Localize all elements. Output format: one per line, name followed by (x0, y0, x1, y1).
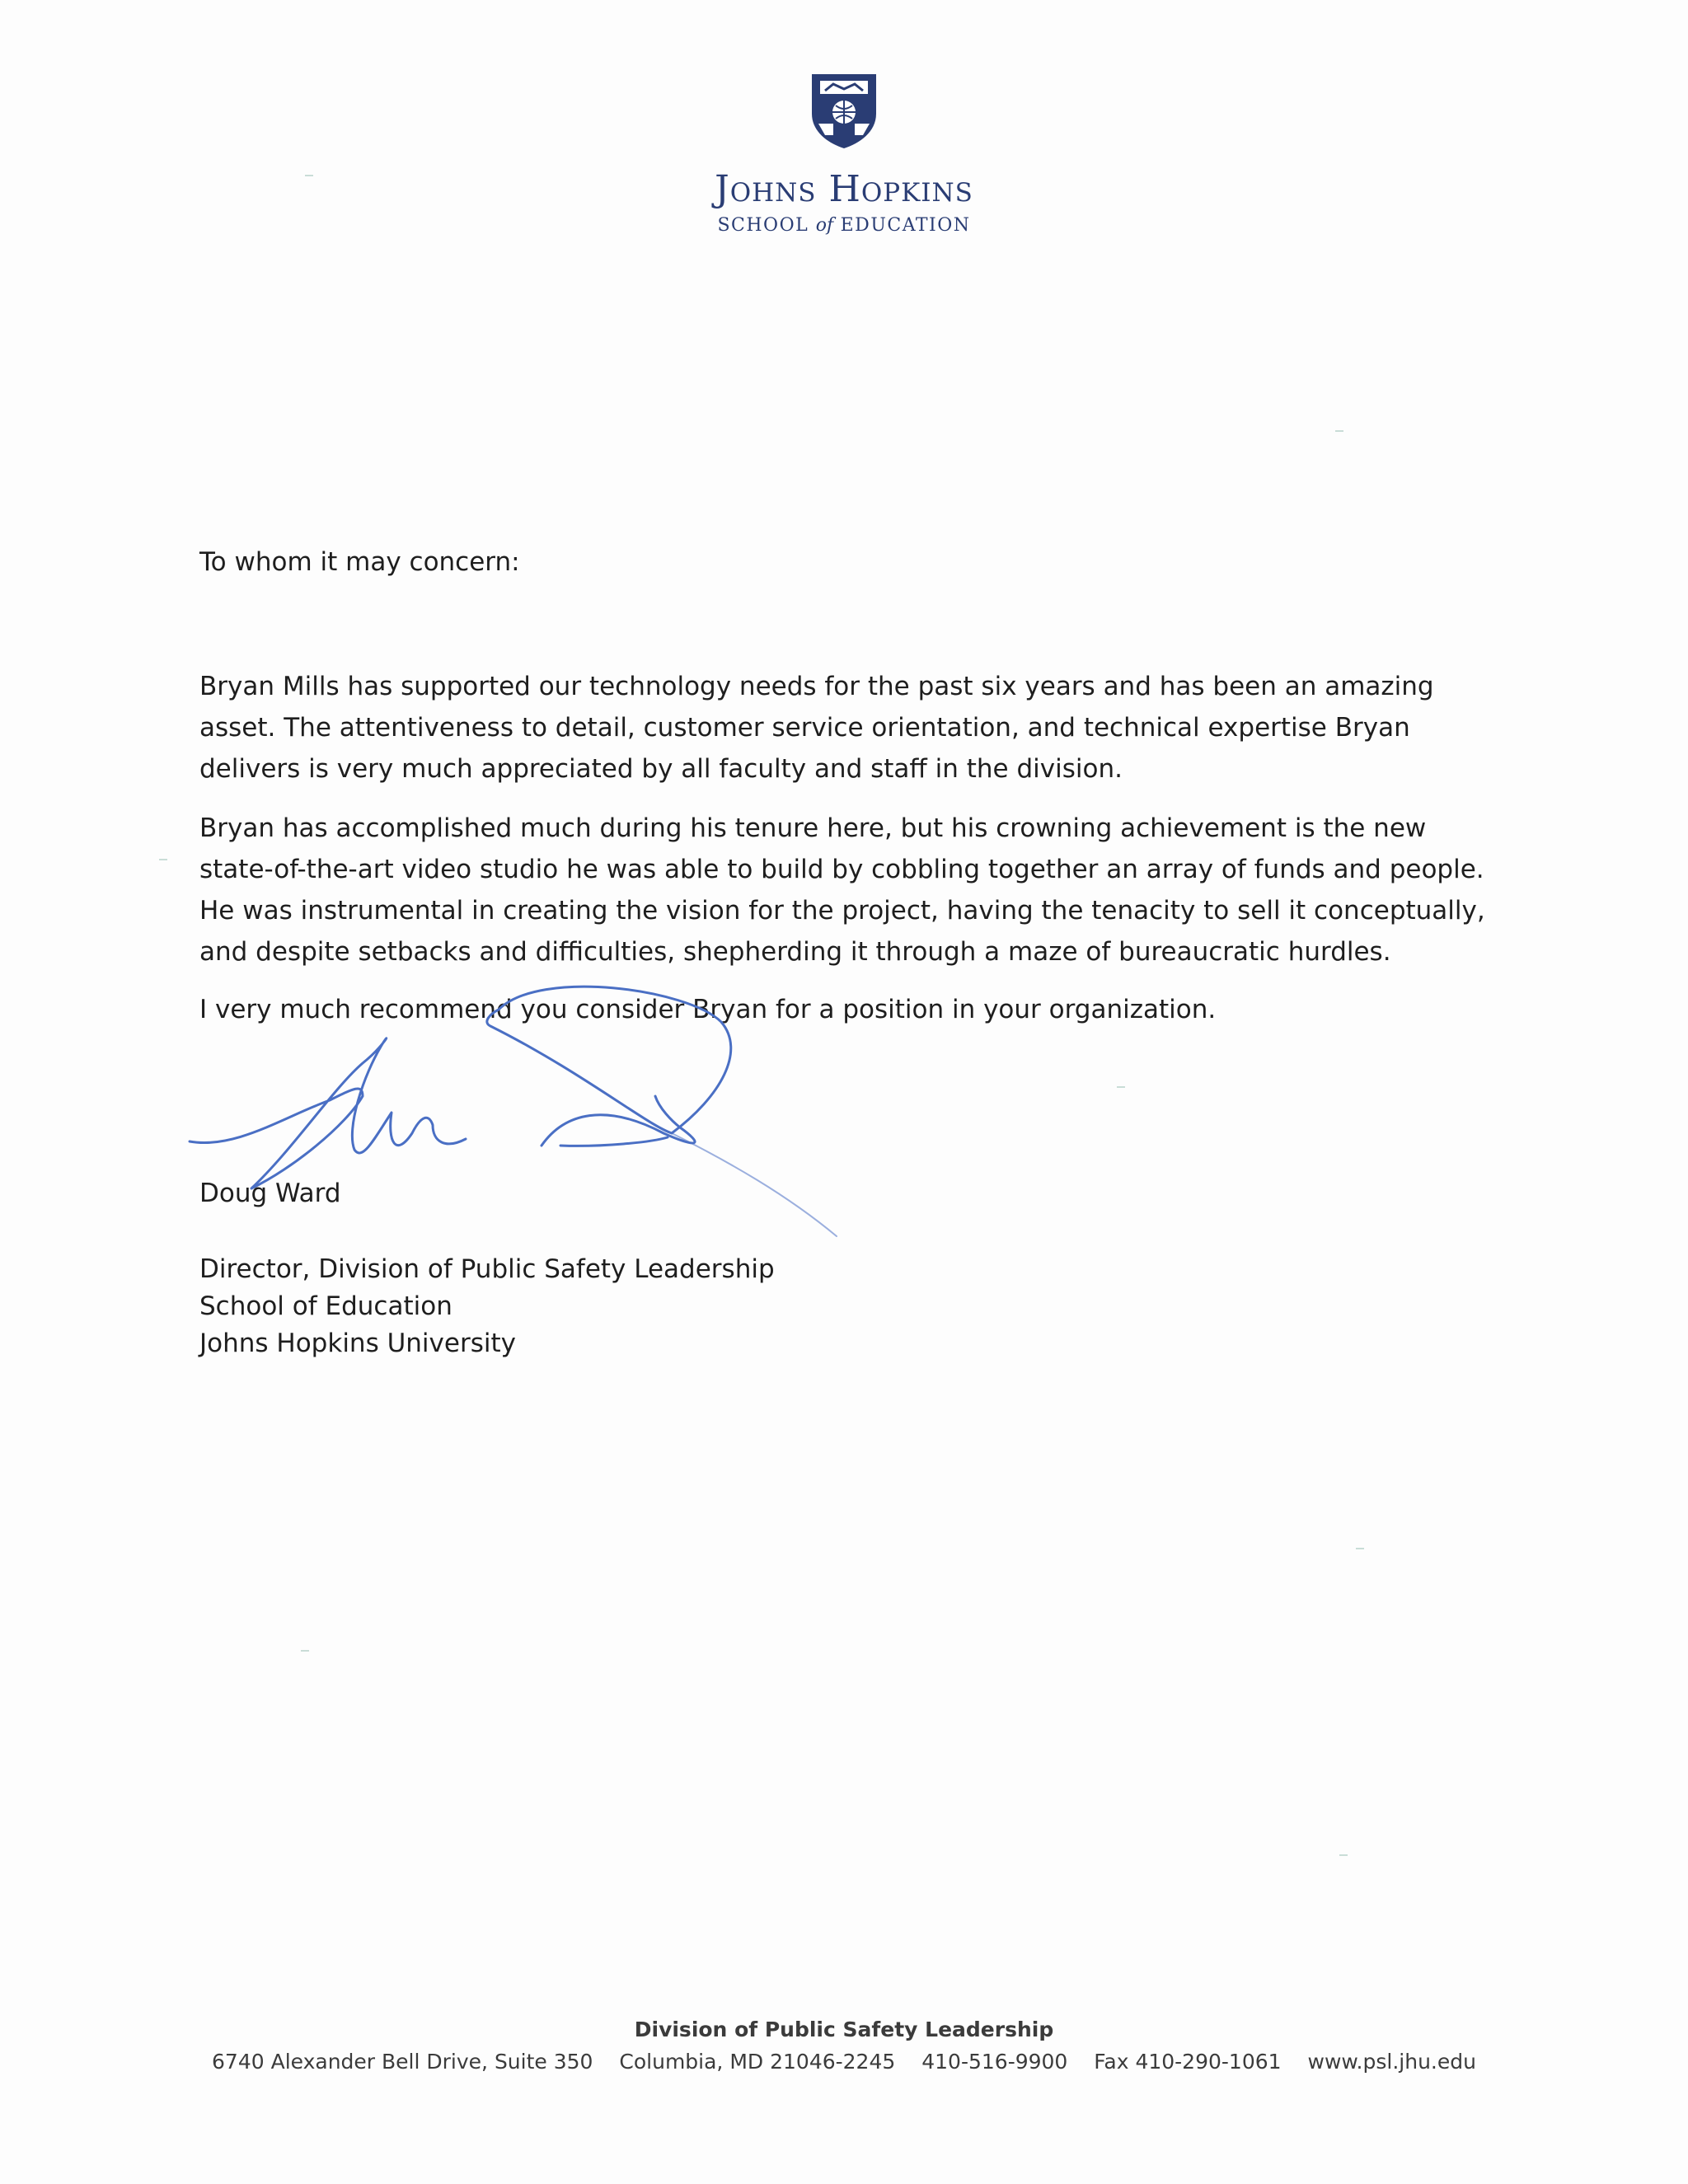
paper-speck (301, 1650, 309, 1652)
paper-speck (305, 175, 313, 176)
university-wordmark: Johns Hopkins (715, 168, 973, 210)
letter-paragraph: I very much recommend you consider Bryan for a position in your organization. (199, 995, 1217, 1024)
signer-university: Johns Hopkins University (199, 1329, 516, 1358)
footer-city: Columbia, MD 21046-2245 (619, 2050, 896, 2074)
salutation: To whom it may concern: (199, 547, 520, 577)
footer-website: www.psl.jhu.edu (1307, 2050, 1476, 2074)
footer-contact-line (0, 2050, 1688, 2074)
footer-phone: 410-516-9900 (921, 2050, 1068, 2074)
paper-speck (1335, 430, 1343, 432)
university-shield-icon (809, 71, 879, 150)
signer-school: School of Education (199, 1291, 452, 1321)
footer-fax: Fax 410-290-1061 (1094, 2050, 1282, 2074)
signer-title: Director, Division of Public Safety Leadership (199, 1254, 775, 1284)
letter-paragraph: Bryan has accomplished much during his tenure here, but his crowning achievement is the new state-of-the-art video studio he was able to build by cobbling together an array of funds and people. He was instrumental in creating the vision for the project, having the tenacity to sell it conceptually, and despite setbacks and difficulties, shepherding it through a maze of bureaucratic hurdles. (199, 813, 1485, 967)
paper-speck (1117, 1086, 1125, 1088)
letter-paragraph: Bryan Mills has supported our technology needs for the past six years and has been an amazing asset. The attentiveness to detail, customer service orientation, and technical expertise Bryan delivers is very much appreciated by all faculty and staff in the division. (199, 672, 1434, 784)
letterhead (0, 71, 1688, 236)
paper-speck (1339, 1854, 1348, 1856)
signer-name: Doug Ward (199, 1179, 341, 1208)
footer (0, 2018, 1688, 2074)
footer-address: 6740 Alexander Bell Drive, Suite 350 (212, 2050, 593, 2074)
school-wordmark: SCHOOL of EDUCATION (717, 215, 971, 236)
footer-division: Division of Public Safety Leadership (634, 2018, 1054, 2041)
paper-speck (159, 859, 167, 860)
paper-speck (1356, 1548, 1364, 1549)
signer-block (199, 1251, 775, 1362)
